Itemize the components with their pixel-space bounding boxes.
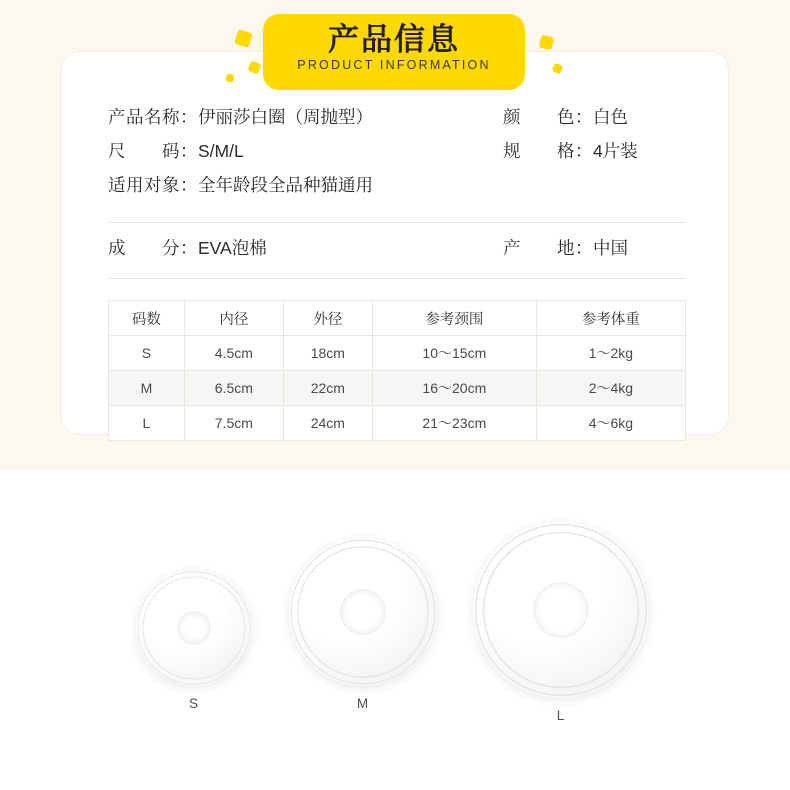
table-cell: L (109, 406, 185, 441)
page-title: 产品信息 (328, 22, 460, 57)
table-cell: S (109, 336, 185, 371)
info-label: 尺 码： (108, 141, 198, 161)
info-cell-right (503, 138, 638, 163)
column-header: 内径 (184, 301, 283, 336)
info-label: 成 分： (108, 238, 198, 258)
info-value: 白色 (593, 107, 628, 127)
table-cell: 24cm (283, 406, 372, 441)
info-rows (108, 104, 686, 206)
info-cell-right (503, 235, 628, 260)
info-value: 伊丽莎白圈（周抛型） (198, 107, 373, 127)
product-photo-m (289, 538, 437, 711)
info-value: S/M/L (198, 141, 244, 161)
table-cell: 4～6kg (536, 406, 685, 441)
info-cell-left (108, 104, 503, 129)
info-value: 4片装 (593, 141, 638, 161)
table-cell: 4.5cm (184, 336, 283, 371)
spec-table-head (109, 301, 686, 336)
table-cell: 6.5cm (184, 371, 283, 406)
composition-rows (108, 235, 686, 269)
page-subtitle: PRODUCT INFORMATION (297, 58, 491, 72)
info-row (108, 138, 686, 172)
size-label: L (556, 708, 566, 723)
info-cell-right (503, 104, 628, 129)
scallop-edge-icon (136, 570, 252, 686)
scallop-edge-icon (289, 538, 437, 686)
table-cell: 2～4kg (536, 371, 685, 406)
table-cell: 1～2kg (536, 336, 685, 371)
info-label: 产品名称： (108, 107, 198, 127)
table-cell: 18cm (283, 336, 372, 371)
info-row (108, 104, 686, 138)
product-photo-s (136, 570, 252, 711)
table-header-row (109, 301, 686, 336)
decorative-dot-icon (539, 35, 555, 51)
size-label: S (188, 696, 199, 711)
table-row (109, 336, 686, 371)
info-value: 中国 (593, 238, 628, 258)
info-value: EVA泡棉 (198, 238, 267, 258)
table-cell: M (109, 371, 185, 406)
info-label: 规 格： (503, 141, 593, 161)
spec-table-body (109, 336, 686, 441)
info-label: 产 地： (503, 238, 593, 258)
info-row (108, 172, 686, 206)
collar-ring-image (289, 538, 437, 686)
column-header: 参考颈围 (372, 301, 536, 336)
collar-ring-image (473, 522, 649, 698)
info-cell-left (108, 138, 503, 163)
product-photos (0, 470, 790, 790)
info-label: 颜 色： (503, 107, 593, 127)
divider (108, 278, 686, 279)
table-cell: 21～23cm (372, 406, 536, 441)
divider (108, 222, 686, 223)
column-header: 参考体重 (536, 301, 685, 336)
scallop-edge-icon (473, 522, 649, 698)
table-cell: 10～15cm (372, 336, 536, 371)
table-cell: 16～20cm (372, 371, 536, 406)
product-photo-l (473, 522, 649, 723)
table-cell: 7.5cm (184, 406, 283, 441)
table-row (109, 371, 686, 406)
table-cell: 22cm (283, 371, 372, 406)
table-row (109, 406, 686, 441)
column-header: 外径 (283, 301, 372, 336)
info-cell-left (108, 235, 503, 260)
size-label: M (356, 696, 370, 711)
info-cell-left (108, 172, 503, 197)
column-header: 码数 (109, 301, 185, 336)
info-label: 适用对象： (108, 175, 198, 195)
page-title-badge (263, 14, 525, 90)
info-value: 全年龄段全品种猫通用 (198, 175, 373, 195)
collar-ring-image (136, 570, 252, 686)
spec-table (108, 300, 686, 441)
decorative-dot-icon (234, 29, 253, 48)
info-row (108, 235, 686, 269)
